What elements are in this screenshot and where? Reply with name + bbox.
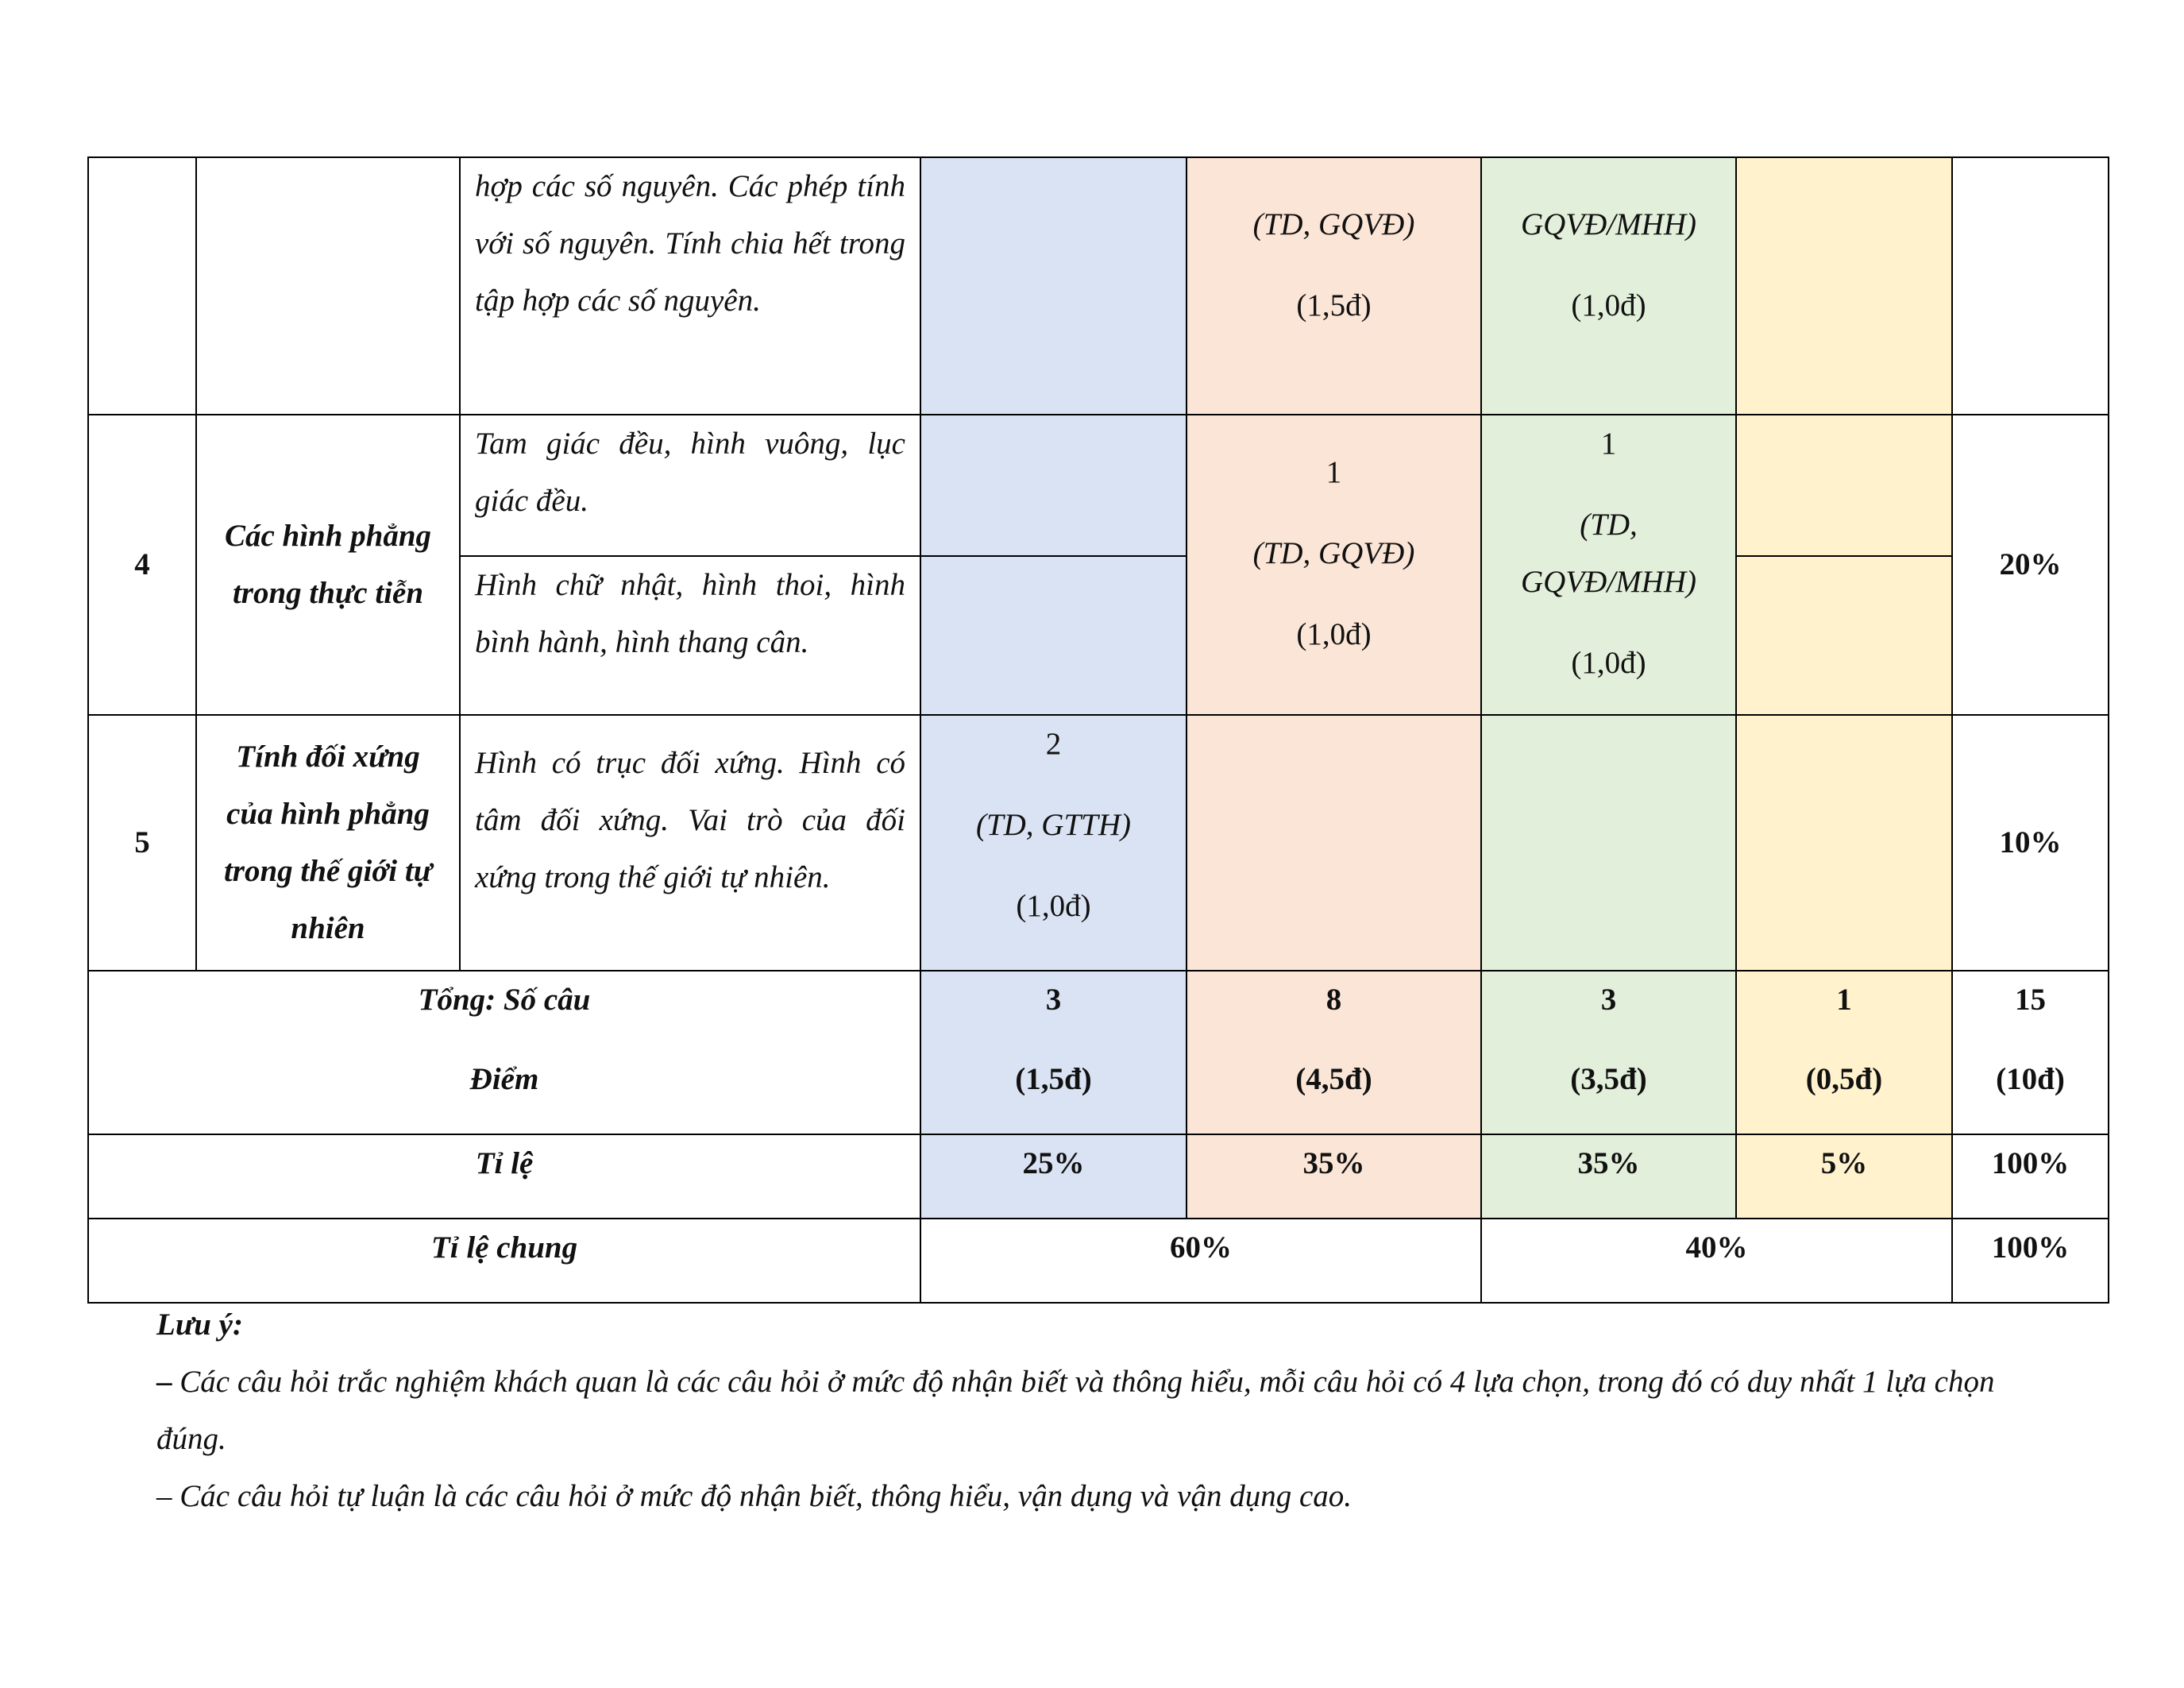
ratio-cell: 10% xyxy=(1952,715,2109,971)
level2-cell xyxy=(1187,715,1481,971)
ratio-level4-cell: 5% xyxy=(1736,1134,1952,1219)
level1-cell-b xyxy=(920,556,1187,715)
notes-title: Lưu ý: xyxy=(156,1308,243,1342)
level1-count: 2 xyxy=(1045,727,1062,761)
ratio-level2-cell: 35% xyxy=(1187,1134,1481,1219)
level3-points: (1,0đ) xyxy=(1571,646,1646,680)
level1-cell xyxy=(920,157,1187,415)
content-cell-a: Tam giác đều, hình vuông, lục giác đều. xyxy=(460,415,920,556)
level3-points: (1,0đ) xyxy=(1571,288,1646,323)
level2-code: (TD, GQVĐ) xyxy=(1252,536,1415,570)
total-count: 3 xyxy=(1045,983,1062,1017)
index-cell: 4 xyxy=(88,415,196,715)
total-points: (0,5đ) xyxy=(1805,1062,1883,1096)
level1-cell xyxy=(920,715,1187,971)
notes-dash: – xyxy=(156,1365,172,1399)
total-level2-cell xyxy=(1187,971,1481,1134)
general-ratio-all-cell: 100% xyxy=(1952,1219,2109,1303)
test-matrix-table xyxy=(87,156,2109,1304)
table-row-5 xyxy=(88,715,2109,971)
level2-cell xyxy=(1187,157,1481,415)
level2-points: (1,0đ) xyxy=(1296,617,1372,651)
general-ratio-label-cell: Tỉ lệ chung xyxy=(88,1219,920,1303)
level2-code: (TD, GQVĐ) xyxy=(1252,207,1415,241)
total-label-cell xyxy=(88,971,920,1134)
level3-code-b: GQVĐ/MHH) xyxy=(1521,565,1696,599)
level4-cell-a xyxy=(1736,415,1952,556)
notes-line-1-text: Các câu hỏi trắc nghiệm khách quan là các câu hỏi ở mức độ nhận biết và thông hiểu, mỗi câu hỏi có 4 lựa chọn, trong đó có duy nhất 1 lựa chọn đúng. xyxy=(156,1365,1995,1456)
level1-points: (1,0đ) xyxy=(1016,889,1091,923)
total-level3-cell xyxy=(1481,971,1736,1134)
notes-line-1 xyxy=(156,1354,2062,1468)
total-count: 1 xyxy=(1836,983,1852,1017)
table-row-general-ratio xyxy=(88,1219,2109,1303)
total-points-label: Điểm xyxy=(469,1062,539,1096)
index-cell xyxy=(88,157,196,415)
topic-cell: Tính đối xứng của hình phẳng trong thế giới tự nhiên xyxy=(196,715,460,971)
level3-cell xyxy=(1481,715,1736,971)
content-cell: Hình có trục đối xứng. Hình có tâm đối xứng. Vai trò của đối xứng trong thế giới tự nhiên. xyxy=(460,715,920,971)
ratio-label-cell: Tỉ lệ xyxy=(88,1134,920,1219)
level4-cell-b xyxy=(1736,556,1952,715)
table-row-total xyxy=(88,971,2109,1134)
level3-cell xyxy=(1481,157,1736,415)
table-row-4 xyxy=(88,415,2109,556)
ratio-all-cell: 100% xyxy=(1952,1134,2109,1219)
total-points: (1,5đ) xyxy=(1015,1062,1092,1096)
ratio-level1-cell: 25% xyxy=(920,1134,1187,1219)
level4-cell xyxy=(1736,157,1952,415)
topic-cell: Các hình phẳng trong thực tiễn xyxy=(196,415,460,715)
level3-cell xyxy=(1481,415,1736,715)
ratio-cell: 20% xyxy=(1952,415,2109,715)
level1-code: (TD, GTTH) xyxy=(975,808,1132,842)
level2-cell xyxy=(1187,415,1481,715)
content-cell-b: Hình chữ nhật, hình thoi, hình bình hành, hình thang cân. xyxy=(460,556,920,715)
level2-count: 1 xyxy=(1325,455,1342,489)
level3-code-a: (TD, xyxy=(1580,508,1638,542)
table-row-continuation xyxy=(88,157,2109,415)
table-row-ratio xyxy=(88,1134,2109,1219)
total-points: (3,5đ) xyxy=(1570,1062,1647,1096)
total-level4-cell xyxy=(1736,971,1952,1134)
ratio-cell xyxy=(1952,157,2109,415)
total-level1-cell xyxy=(920,971,1187,1134)
total-count-label: Tổng: Số câu xyxy=(418,983,591,1017)
total-all-cell xyxy=(1952,971,2109,1134)
index-cell: 5 xyxy=(88,715,196,971)
total-points: (10đ) xyxy=(1996,1062,2065,1096)
general-ratio-group2-cell: 40% xyxy=(1481,1219,1952,1303)
level3-count: 1 xyxy=(1600,427,1617,461)
content-cell: hợp các số nguyên. Các phép tính với số nguyên. Tính chia hết trong tập hợp các số nguyên. xyxy=(460,157,920,415)
total-count: 8 xyxy=(1325,983,1342,1017)
level2-points: (1,5đ) xyxy=(1296,288,1372,323)
ratio-level3-cell: 35% xyxy=(1481,1134,1736,1219)
level3-code: GQVĐ/MHH) xyxy=(1521,207,1696,241)
level1-cell-a xyxy=(920,415,1187,556)
general-ratio-group1-cell: 60% xyxy=(920,1219,1481,1303)
notes-line-2: – Các câu hỏi tự luận là các câu hỏi ở mức độ nhận biết, thông hiểu, vận dụng và vận dụng cao. xyxy=(156,1479,1352,1513)
total-count: 3 xyxy=(1600,983,1617,1017)
topic-cell xyxy=(196,157,460,415)
notes-section xyxy=(156,1296,2062,1525)
total-points: (4,5đ) xyxy=(1295,1062,1372,1096)
level4-cell xyxy=(1736,715,1952,971)
total-count: 15 xyxy=(2015,983,2046,1017)
